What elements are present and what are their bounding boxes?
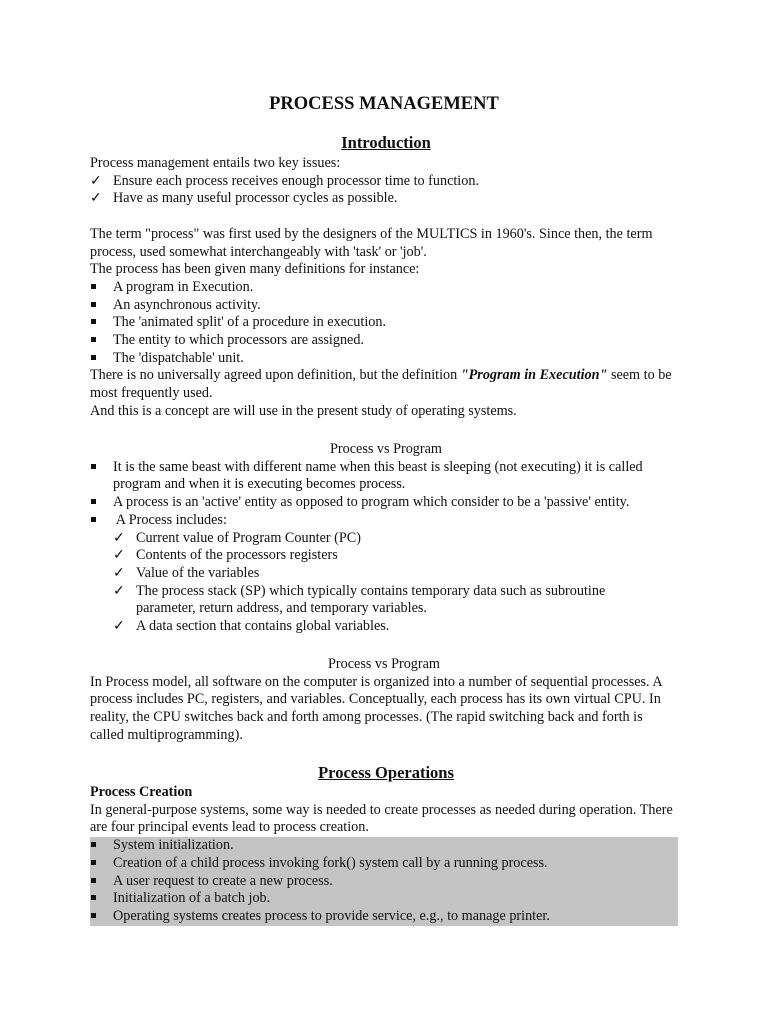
definition-text: The entity to which processors are assigned.: [113, 332, 364, 349]
document-title: PROCESS MANAGEMENT: [269, 94, 499, 114]
section-heading: Process vs Program: [330, 441, 442, 457]
square-bullet-icon: [90, 837, 110, 855]
square-bullet-icon: [90, 855, 110, 873]
square-bullet-icon: [90, 459, 110, 477]
checkmark-icon: ✓: [113, 529, 125, 546]
bullet-item: [90, 459, 682, 494]
event-item: [90, 890, 678, 908]
bullet-item: [90, 494, 682, 512]
check-item: [90, 583, 682, 618]
event-text: Creation of a child process invoking fork() system call by a running process.: [113, 854, 548, 871]
text: There is no universally agreed upon definition, but the definition: [90, 367, 461, 384]
definition-text: An asynchronous activity.: [113, 296, 261, 313]
square-bullet-icon: [90, 332, 110, 350]
square-bullet-icon: [90, 314, 110, 332]
checkmark-icon: ✓: [90, 190, 102, 207]
check-text: The process stack (SP) which typically contains temporary data such as subroutine parameter, return address, and temporary variables.: [136, 582, 606, 617]
definition-item: [90, 350, 682, 368]
check-text: Current value of Program Counter (PC): [136, 529, 361, 546]
square-bullet-icon: [90, 279, 110, 297]
section-heading: Process vs Program: [328, 656, 440, 672]
process-vs-program-section: [90, 441, 682, 636]
check-text: Ensure each process receives enough processor time to function.: [113, 172, 479, 189]
event-item: [90, 873, 678, 891]
event-item: [90, 837, 678, 855]
square-bullet-icon: [90, 890, 110, 908]
check-text: Have as many useful processor cycles as possible.: [113, 190, 398, 207]
text: seem to be most frequently used.: [90, 367, 672, 402]
check-item: [90, 565, 682, 583]
checkmark-icon: ✓: [113, 582, 125, 599]
process-creation-section: [90, 784, 690, 926]
square-bullet-icon: [90, 873, 110, 891]
intro-paragraph: [90, 367, 682, 402]
intro-paragraph: The term "process" was first used by the designers of the MULTICS in 1960's. Since then, the term process, used somewhat interchangeably with 'task' or 'job'.: [90, 225, 653, 260]
process-model-paragraph: In Process model, all software on the computer is organized into a number of sequential processes. A process includes PC, registers, and variables. Conceptually, each process has its own virtual CPU. In reality, the CPU switches back and forth among processes. (The rapid switching back and forth is called multiprogramming).: [90, 673, 662, 743]
checkmark-icon: ✓: [113, 547, 125, 564]
process-model-section: [90, 656, 665, 745]
square-bullet-icon: [90, 297, 110, 315]
introduction-section: [90, 155, 682, 421]
definition-text: A program in Execution.: [113, 278, 254, 295]
square-bullet-icon: [90, 350, 110, 368]
intro-paragraph: And this is a concept are will use in the present study of operating systems.: [90, 402, 517, 419]
square-bullet-icon: [90, 494, 110, 512]
bullet-text: A process is an 'active' entity as opposed to program which consider to be a 'passive' entity.: [113, 494, 630, 511]
definition-item: [90, 332, 682, 350]
process-creation-subheading: Process Creation: [90, 784, 193, 800]
check-item: [90, 530, 682, 548]
bullet-item: [90, 512, 682, 530]
check-item: [90, 618, 682, 636]
check-item: [90, 190, 682, 208]
event-text: System initialization.: [113, 837, 234, 854]
definition-item: [90, 314, 682, 332]
intro-lead: Process management entails two key issues:: [90, 155, 341, 171]
check-text: A data section that contains global variables.: [136, 618, 390, 635]
event-item: [90, 855, 678, 873]
check-text: Contents of the processors registers: [136, 547, 338, 564]
event-item: [90, 908, 678, 926]
introduction-heading: Introduction: [341, 133, 431, 152]
definition-item: [90, 279, 682, 297]
process-operations-heading: Process Operations: [318, 763, 454, 782]
check-item: [90, 173, 682, 191]
square-bullet-icon: [90, 512, 110, 530]
emphasis-text: "Program in Execution": [460, 367, 608, 384]
checkmark-icon: ✓: [90, 172, 102, 189]
checkmark-icon: ✓: [113, 564, 125, 581]
event-text: Initialization of a batch job.: [113, 890, 271, 907]
bullet-text: A Process includes:: [113, 511, 227, 528]
check-text: Value of the variables: [136, 564, 260, 581]
intro-paragraph: The process has been given many definitions for instance:: [90, 261, 420, 278]
check-item: [90, 547, 682, 565]
event-text: Operating systems creates process to provide service, e.g., to manage printer.: [113, 907, 550, 924]
square-bullet-icon: [90, 908, 110, 926]
checkmark-icon: ✓: [113, 618, 125, 635]
definition-text: The 'dispatchable' unit.: [113, 349, 244, 366]
creation-events-list: [90, 837, 678, 926]
bullet-text: It is the same beast with different name when this beast is sleeping (not executing) it is called program and when it is executing becomes process.: [113, 458, 643, 493]
definition-item: [90, 297, 682, 315]
process-creation-paragraph: In general-purpose systems, some way is needed to create processes as needed during operation. There are four principal events lead to process creation.: [90, 801, 673, 836]
definition-text: The 'animated split' of a procedure in execution.: [113, 314, 386, 331]
event-text: A user request to create a new process.: [113, 872, 333, 889]
